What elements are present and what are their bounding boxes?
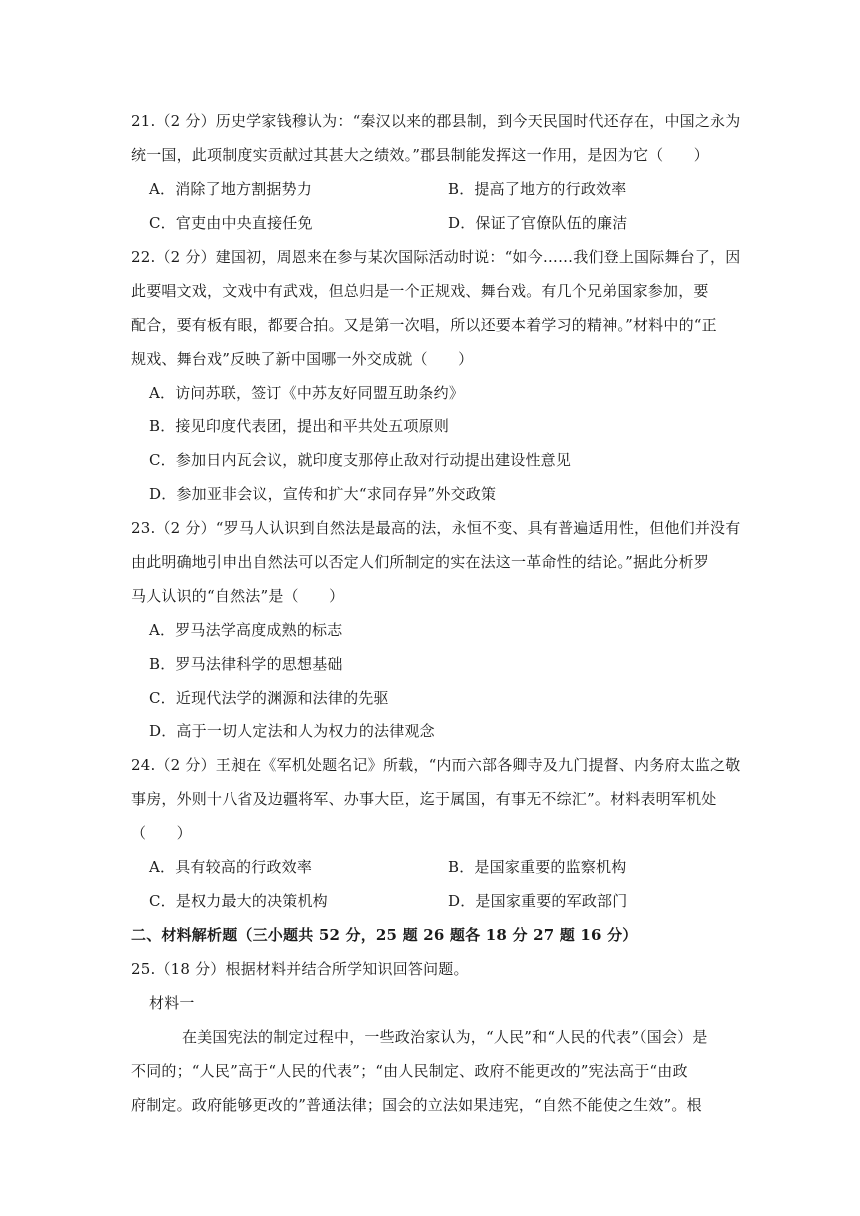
- q21-stem-line2: 统一国，此项制度实贡献过其甚大之绩效。”郡县制能发挥这一作用，是因为它（ ）: [131, 146, 709, 164]
- q24-stem-line2: 事房，外则十八省及边疆将军、办事大臣，迄于属国，有事无不综汇”。材料表明军机处: [131, 790, 717, 808]
- q23-stem-line2: 由此明确地引申出自然法可以否定人们所制定的实在法这一革命性的结论。”据此分析罗: [131, 553, 709, 571]
- q22-option-c: C．参加日内瓦会议，就印度支那停止敌对行动提出建设性意见: [149, 451, 572, 469]
- q23-stem-line1: 23.（2 分）“罗马人认识到自然法是最高的法，永恒不变、具有普遍适用性，但他们并没有: [131, 519, 741, 537]
- q22-stem-line3: 配合，要有板有眼，都要合拍。又是第一次唱，所以还要本着学习的精神。”材料中的“正: [131, 316, 717, 334]
- q25-stem: 25.（18 分）根据材料并结合所学知识回答问题。: [131, 960, 469, 978]
- q25-material-line3: 府制定。政府能够更改的”普通法律；国会的立法如果违宪，“自然不能使之生效”。根: [131, 1096, 702, 1114]
- q22-stem-line2: 此要唱文戏，文戏中有武戏，但总归是一个正规戏、舞台戏。有几个兄弟国家参加，要: [131, 282, 709, 300]
- q21-option-c: C．官吏由中央直接任免: [149, 214, 313, 232]
- q24-option-d: D．是国家重要的军政部门: [448, 892, 628, 910]
- q23-stem-line3: 马人认识的“自然法”是（ ）: [131, 587, 345, 605]
- q24-option-a: A．具有较高的行政效率: [149, 858, 313, 876]
- q25-material-line2: 不同的；“人民”高于“人民的代表”；“由人民制定、政府不能更改的”宪法高于“由政: [131, 1062, 688, 1080]
- q23-option-d: D．高于一切人定法和人为权力的法律观念: [149, 722, 435, 740]
- q22-option-a: A．访问苏联，签订《中苏友好同盟互助条约》: [149, 384, 465, 402]
- q21-option-a: A．消除了地方割据势力: [149, 180, 313, 198]
- q22-option-d: D．参加亚非会议，宣传和扩大“求同存异”外交政策: [149, 485, 497, 503]
- q21-stem-line1: 21.（2 分）历史学家钱穆认为：“秦汉以来的郡县制，到今天民国时代还存在，中国之永为: [131, 112, 741, 130]
- q21-option-b: B．提高了地方的行政效率: [448, 180, 627, 198]
- q25-material-label: 材料一: [149, 994, 195, 1012]
- q23-option-b: B．罗马法律科学的思想基础: [149, 655, 343, 673]
- q22-stem-line4: 规戏、舞台戏”反映了新中国哪一外交成就（ ）: [131, 350, 474, 368]
- q21-option-d: D．保证了官僚队伍的廉洁: [448, 214, 628, 232]
- q24-stem-line3: （ ）: [131, 824, 192, 842]
- q22-option-b: B．接见印度代表团，提出和平共处五项原则: [149, 417, 450, 435]
- q22-stem-line1: 22.（2 分）建国初，周恩来在参与某次国际活动时说：“如今……我们登上国际舞台了，因: [131, 248, 741, 266]
- q23-option-a: A．罗马法学高度成熟的标志: [149, 621, 343, 639]
- q25-material-line1: 在美国宪法的制定过程中，一些政治家认为，“人民”和“人民的代表”（国会）是: [182, 1028, 708, 1046]
- section-heading: 二、材料解析题（三小题共 52 分，25 题 26 题各 18 分 27 题 16 分）: [131, 926, 638, 944]
- q24-option-b: B．是国家重要的监察机构: [448, 858, 627, 876]
- q23-option-c: C．近现代法学的渊源和法律的先驱: [149, 689, 389, 707]
- q24-stem-line1: 24.（2 分）王昶在《军机处题名记》所载，“内而六部各卿寺及九门提督、内务府太监之敬: [131, 756, 741, 774]
- q24-option-c: C．是权力最大的决策机构: [149, 892, 328, 910]
